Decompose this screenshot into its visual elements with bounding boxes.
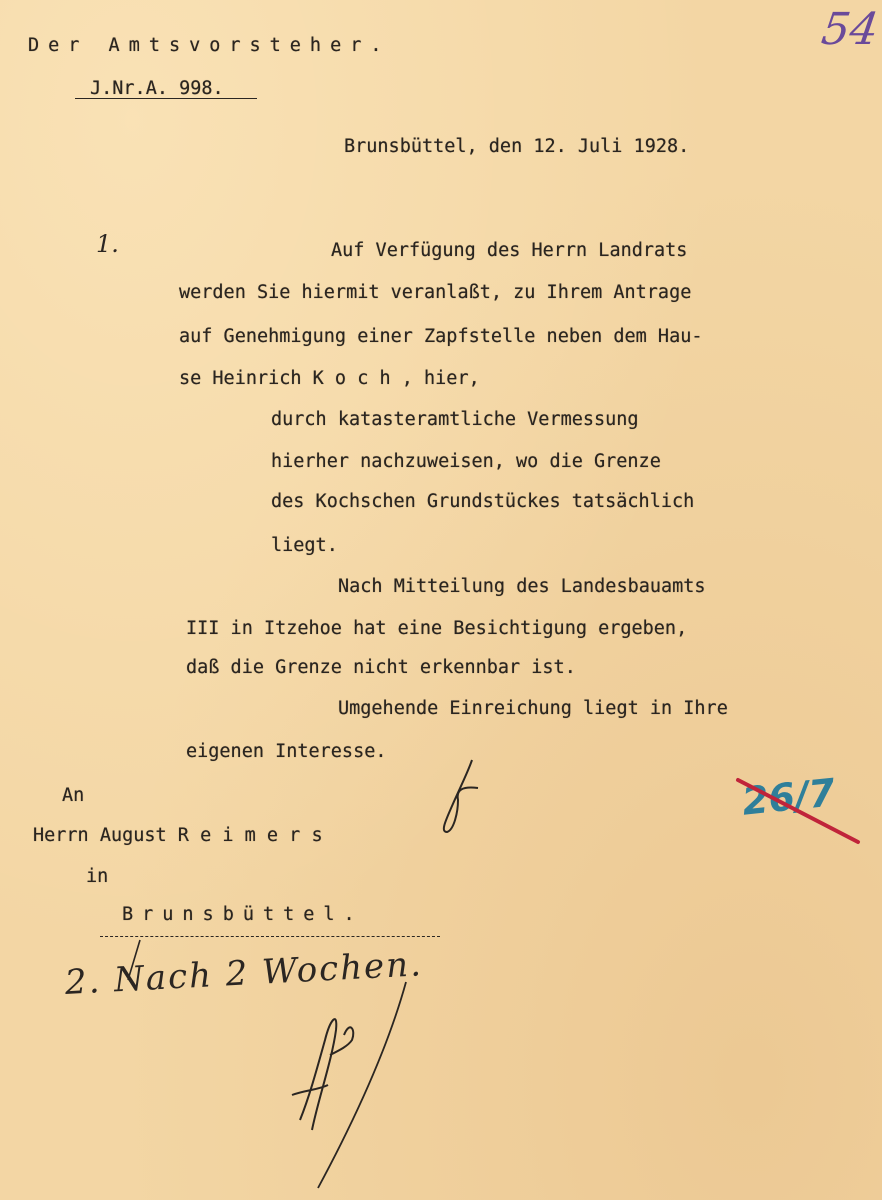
body-line: se Heinrich K o c h , hier,	[179, 368, 480, 389]
item-marker: 1.	[96, 230, 119, 258]
body-line: eigenen Interesse.	[186, 741, 387, 762]
body-line: Auf Verfügung des Herrn Landrats	[331, 240, 688, 261]
body-line: durch katasteramtliche Vermessung	[271, 409, 639, 430]
body-line: werden Sie hiermit veranlaßt, zu Ihrem Antrage	[179, 282, 692, 303]
body-line: auf Genehmigung einer Zapfstelle neben dem Hau-	[179, 326, 703, 347]
address-in: in	[86, 866, 109, 887]
body-line: des Kochschen Grundstückes tatsächlich	[271, 491, 695, 512]
signature-paraph	[444, 760, 478, 832]
place-date-line: Brunsbüttel, den 12. Juli 1928.	[344, 136, 690, 157]
address-name: Herrn August R e i m e r s	[33, 825, 323, 846]
page-mark: 54	[818, 4, 882, 55]
stamp-mark: 26/7	[739, 770, 838, 824]
address-an: An	[62, 785, 85, 806]
body-line: liegt.	[271, 535, 338, 556]
reference-number: J.Nr.A. 998.	[90, 78, 224, 99]
body-line: III in Itzehoe hat eine Besichtigung ergeben,	[186, 618, 688, 639]
office-heading: Der Amtsvorsteher.	[28, 35, 391, 56]
handwritten-note: 2. Nach 2 Wochen.	[63, 944, 424, 1003]
reference-underline	[75, 98, 257, 99]
initials-signature	[292, 1019, 353, 1130]
body-line: hierher nachzuweisen, wo die Grenze	[271, 451, 661, 472]
body-line: daß die Grenze nicht erkennbar ist.	[186, 657, 576, 678]
long-stroke	[318, 982, 406, 1188]
body-line: Nach Mitteilung des Landesbauamts	[338, 576, 706, 597]
address-underline	[100, 936, 440, 937]
address-city: Brunsbüttel.	[122, 904, 364, 925]
body-line: Umgehende Einreichung liegt in Ihre	[338, 698, 728, 719]
